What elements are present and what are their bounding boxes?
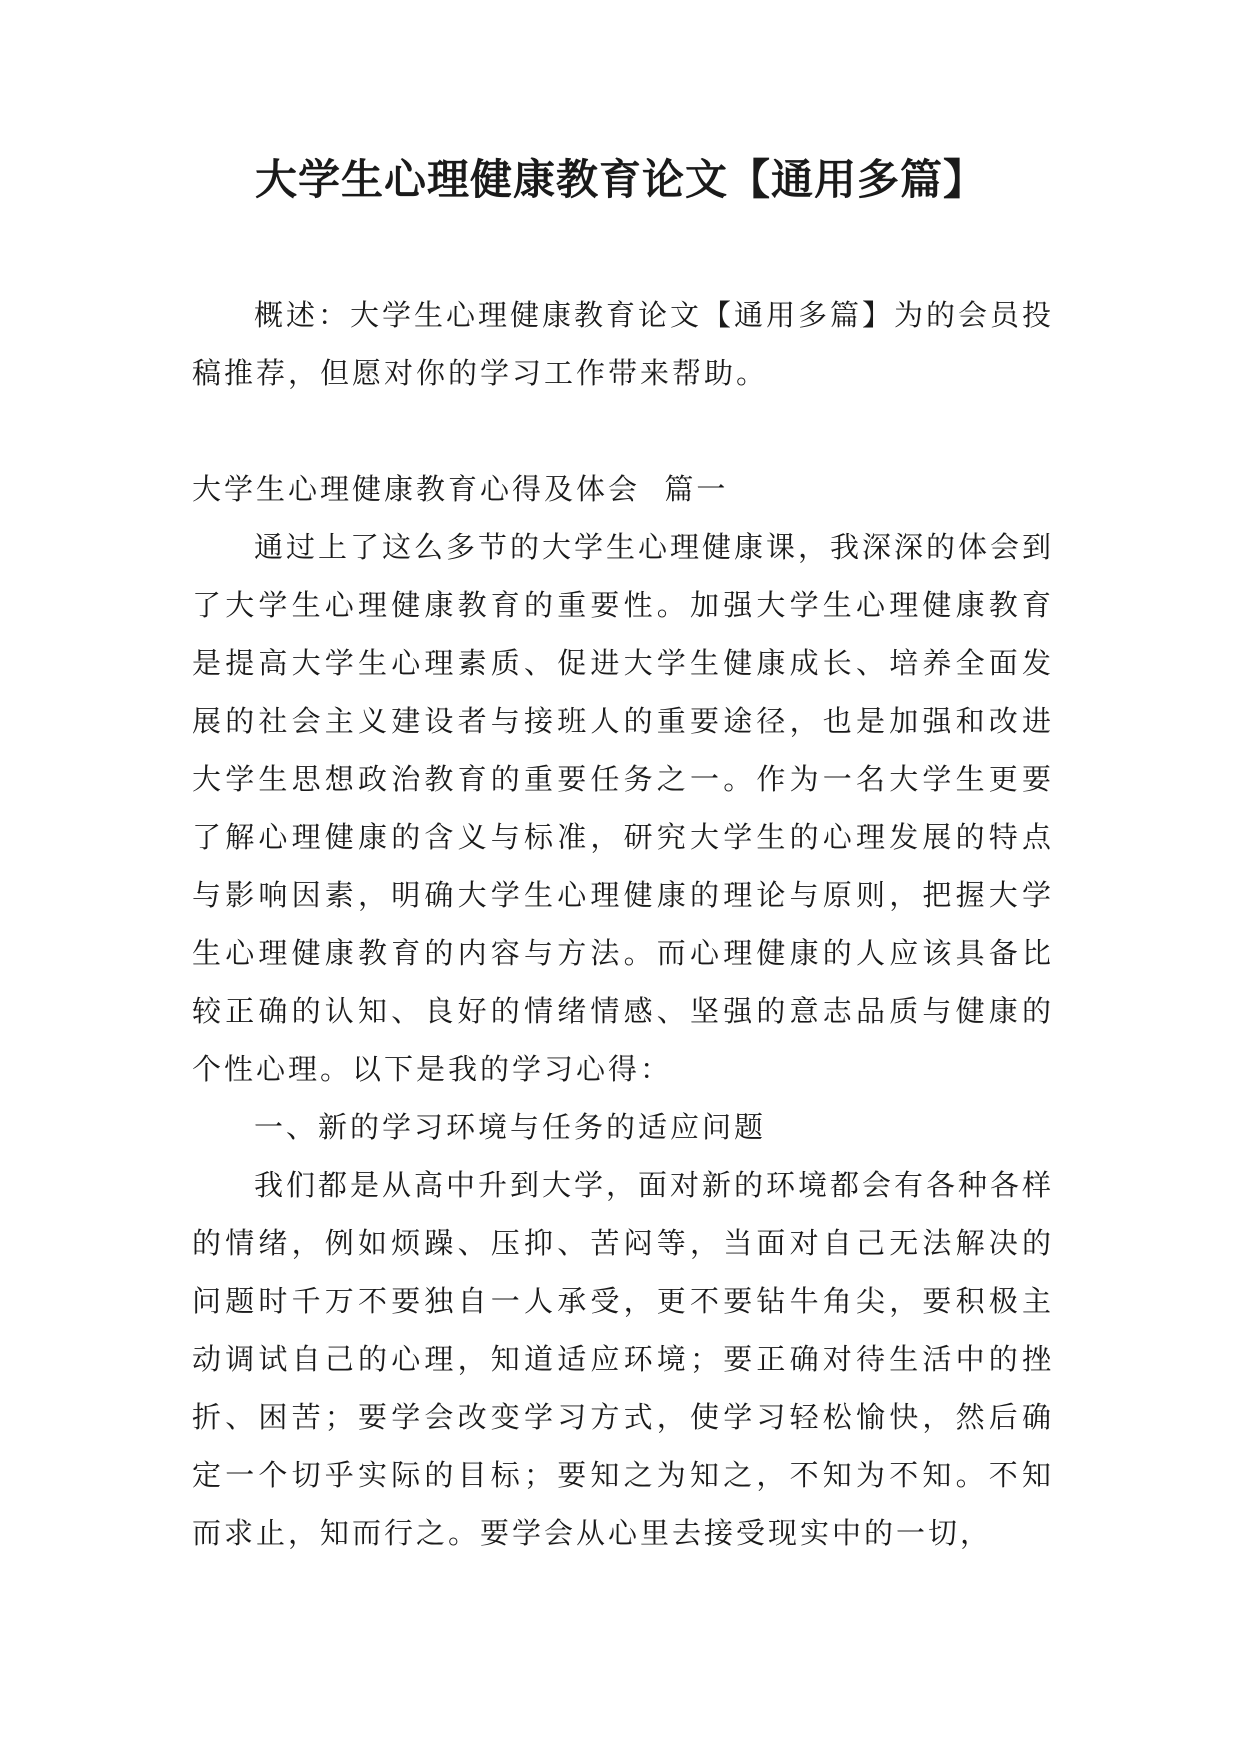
spacer [192, 402, 1054, 460]
section-heading: 大学生心理健康教育心得及体会 篇一 [192, 472, 729, 506]
subheading-paragraph: 一、新的学习环境与任务的适应问题 [254, 1110, 767, 1144]
body-paragraph: 我们都是从高中升到大学，面对新的环境都会有各种各样的情绪，例如烦躁、压抑、苦闷等，当面对自己无法解决的问题时千万不要独自一人承受，更不要钻牛角尖，要积极主动调试自己的心理，知道适应环境；要正确对待生活中的挫折、困苦；要学会改变学习方式，使学习轻松愉快，然后确定一个切乎实际的目标；要知之为知之，不知为不知。不知而求止，知而行之。要学会从心里去接受现实中的一切， [192, 1168, 1055, 1550]
document-body [192, 286, 1054, 1562]
document-title: 大学生心理健康教育论文【通用多篇】 [254, 155, 986, 204]
summary-paragraph: 概述：大学生心理健康教育论文【通用多篇】为的会员投稿推荐，但愿对你的学习工作带来帮助。 [192, 298, 1055, 390]
body-paragraph: 通过上了这么多节的大学生心理健康课，我深深的体会到了大学生心理健康教育的重要性。加强大学生心理健康教育是提高大学生心理素质、促进大学生健康成长、培养全面发展的社会主义建设者与接班人的重要途径，也是加强和改进大学生思想政治教育的重要任务之一。作为一名大学生更要了解心理健康的含义与标准，研究大学生的心理发展的特点与影响因素，明确大学生心理健康的理论与原则，把握大学生心理健康教育的内容与方法。而心理健康的人应该具备比较正确的认知、良好的情绪情感、坚强的意志品质与健康的个性心理。以下是我的学习心得： [192, 530, 1055, 1086]
